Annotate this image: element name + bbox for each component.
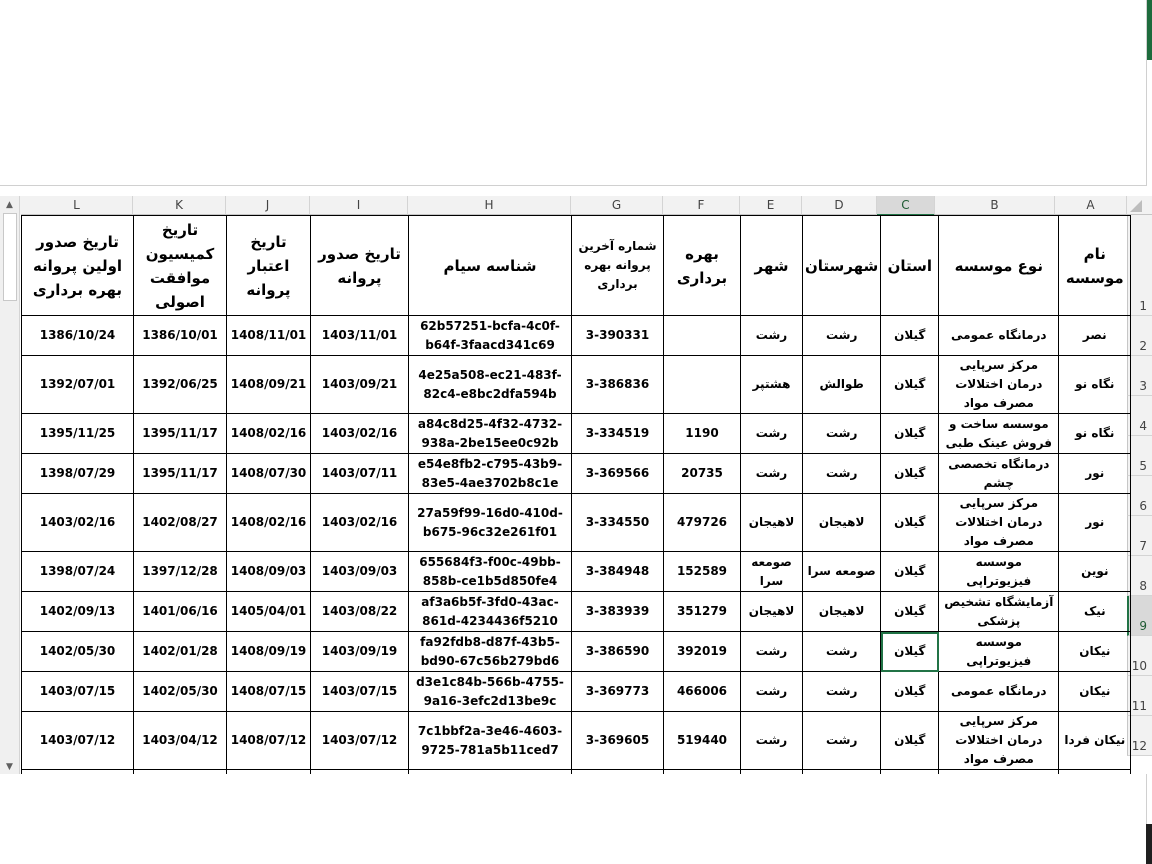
cell-g[interactable]: 3-386836 xyxy=(572,356,664,414)
scrollbar-thumb[interactable] xyxy=(3,213,17,301)
row-number: 2 xyxy=(1139,339,1147,353)
cell-c[interactable]: گیلان xyxy=(881,712,939,770)
cell-c[interactable]: گیلان xyxy=(881,552,939,592)
header-cell-h[interactable]: شناسه سیام xyxy=(409,216,572,316)
cell-j[interactable]: 1408/11/01 xyxy=(227,316,311,356)
cell-l[interactable]: 1398/07/29 xyxy=(22,454,134,494)
table-row xyxy=(22,672,1131,712)
cell-l[interactable]: 1386/10/24 xyxy=(22,316,134,356)
cell-l[interactable]: 1403/02/16 xyxy=(22,494,134,552)
cell-a[interactable]: نیکان xyxy=(1059,632,1131,672)
bottom-blank-area xyxy=(0,774,1152,864)
cell-h[interactable]: 62b57251-bcfa-4c0f-b64f-3faacd341c69 xyxy=(409,316,572,356)
cell-i[interactable]: 1403/02/16 xyxy=(311,414,409,454)
cell-i[interactable]: 1403/09/21 xyxy=(311,356,409,414)
cell-h[interactable]: 7c1bbf2a-3e46-4603-9725-781a5b11ced7 xyxy=(409,712,572,770)
cell-b[interactable]: مرکز سرپایی درمان اختلالات مصرف مواد xyxy=(939,356,1059,414)
cell-k[interactable]: 1397/12/28 xyxy=(134,552,227,592)
spreadsheet-grid-area xyxy=(0,196,1152,774)
cell-g[interactable]: 3-383939 xyxy=(572,592,664,632)
cell-b[interactable]: درمانگاه تخصصی چشم xyxy=(939,454,1059,494)
cell-f[interactable]: 466006 xyxy=(664,672,741,712)
cell-f[interactable]: 1190 xyxy=(664,414,741,454)
cell-b[interactable]: موسسه ساخت و فروش عینک طبی xyxy=(939,414,1059,454)
cell-h[interactable]: 655684f3-f00c-49bb-858b-ce1b5d850fe4 xyxy=(409,552,572,592)
cell-b[interactable]: موسسه فیزیوتراپی xyxy=(939,632,1059,672)
cell-c[interactable]: گیلان xyxy=(881,494,939,552)
row-number: 5 xyxy=(1139,459,1147,473)
header-cell-b[interactable]: نوع موسسه xyxy=(939,216,1059,316)
cell-d[interactable]: رشت xyxy=(803,672,881,712)
cell-f[interactable]: 479726 xyxy=(664,494,741,552)
column-header-e[interactable]: E xyxy=(740,196,802,215)
cell-i[interactable]: 1403/11/01 xyxy=(311,316,409,356)
cell-e[interactable]: رشت xyxy=(741,454,803,494)
cell-b[interactable]: درمانگاه عمومی xyxy=(939,316,1059,356)
table-row xyxy=(22,632,1131,672)
data-table xyxy=(21,215,1131,823)
cell-c[interactable]: گیلان xyxy=(881,414,939,454)
cell-h[interactable]: 27a59f99-16d0-410d-b675-96c32e261f01 xyxy=(409,494,572,552)
cell-f[interactable]: 392019 xyxy=(664,632,741,672)
cell-f[interactable]: 519440 xyxy=(664,712,741,770)
row-number: 9 xyxy=(1139,619,1147,633)
row-number: 4 xyxy=(1139,419,1147,433)
cell-k[interactable]: 1386/10/01 xyxy=(134,316,227,356)
cell-k[interactable]: 1403/04/12 xyxy=(134,712,227,770)
row-number: 1 xyxy=(1139,299,1147,313)
cell-k[interactable]: 1402/05/30 xyxy=(134,672,227,712)
cell-k[interactable]: 1392/06/25 xyxy=(134,356,227,414)
cell-g[interactable]: 3-369773 xyxy=(572,672,664,712)
cell-j[interactable]: 1408/09/03 xyxy=(227,552,311,592)
cell-a[interactable]: نگاه نو xyxy=(1059,414,1131,454)
header-cell-e[interactable]: شهر xyxy=(741,216,803,316)
row-number: 3 xyxy=(1139,379,1147,393)
cell-e[interactable]: رشت xyxy=(741,632,803,672)
cell-d[interactable]: رشت xyxy=(803,632,881,672)
vertical-scrollbar[interactable] xyxy=(0,196,20,774)
cell-b[interactable]: آزمایشگاه تشخیص پزشکی xyxy=(939,592,1059,632)
cell-i[interactable]: 1403/09/19 xyxy=(311,632,409,672)
cell-a[interactable]: نور xyxy=(1059,454,1131,494)
cell-a[interactable]: نیکان فردا xyxy=(1059,712,1131,770)
cell-g[interactable]: 3-386590 xyxy=(572,632,664,672)
column-header-b[interactable]: B xyxy=(935,196,1055,215)
cell-d[interactable]: رشت xyxy=(803,414,881,454)
cell-d[interactable]: طوالش xyxy=(803,356,881,414)
cell-f[interactable]: 20735 xyxy=(664,454,741,494)
cell-l[interactable]: 1403/07/12 xyxy=(22,712,134,770)
column-header-k[interactable]: K xyxy=(133,196,226,215)
cell-a[interactable]: نیکان xyxy=(1059,672,1131,712)
scroll-up-icon[interactable]: ▲ xyxy=(6,200,13,210)
divider-line xyxy=(1146,774,1147,824)
cell-l[interactable]: 1392/07/01 xyxy=(22,356,134,414)
header-cell-k[interactable]: تاریخ کمیسیون موافقت اصولی xyxy=(134,216,227,316)
cell-h[interactable]: e54e8fb2-c795-43b9-83e5-4ae3702b8c1e xyxy=(409,454,572,494)
column-header-l[interactable]: L xyxy=(21,196,133,215)
blank-toolbar-area xyxy=(0,0,1147,186)
cell-h[interactable]: 4e25a508-ec21-483f-82c4-e8bc2dfa594b xyxy=(409,356,572,414)
cell-c[interactable]: گیلان xyxy=(881,356,939,414)
cell-i[interactable]: 1403/09/03 xyxy=(311,552,409,592)
cell-e[interactable]: رشت xyxy=(741,414,803,454)
cell-g[interactable]: 3-369605 xyxy=(572,712,664,770)
cell-k[interactable]: 1395/11/17 xyxy=(134,454,227,494)
row-number: 8 xyxy=(1139,579,1147,593)
cell-d[interactable]: لاهیجان xyxy=(803,592,881,632)
cell-k[interactable]: 1402/08/27 xyxy=(134,494,227,552)
table-row xyxy=(22,552,1131,592)
cell-f[interactable]: 351279 xyxy=(664,592,741,632)
header-cell-l[interactable]: تاریخ صدور اولین پروانه بهره برداری xyxy=(22,216,134,316)
cell-h[interactable]: d3e1c84b-566b-4755-9a16-3efc2d13be9c xyxy=(409,672,572,712)
cell-l[interactable]: 1402/05/30 xyxy=(22,632,134,672)
cell-j[interactable]: 1408/02/16 xyxy=(227,414,311,454)
cell-l[interactable]: 1402/09/13 xyxy=(22,592,134,632)
cell-c[interactable]: گیلان xyxy=(881,592,939,632)
cell-g[interactable]: 3-390331 xyxy=(572,316,664,356)
row-number: 10 xyxy=(1131,659,1147,673)
header-cell-g[interactable]: شماره آخرین پروانه بهره برداری xyxy=(572,216,664,316)
column-header-d[interactable]: D xyxy=(802,196,877,215)
cell-i[interactable]: 1403/07/15 xyxy=(311,672,409,712)
table-row xyxy=(22,356,1131,414)
row-number: 7 xyxy=(1139,539,1147,553)
cell-e[interactable]: لاهیجان xyxy=(741,494,803,552)
header-cell-i[interactable]: تاریخ صدور پروانه xyxy=(311,216,409,316)
cell-j[interactable]: 1408/09/19 xyxy=(227,632,311,672)
cell-j[interactable]: 1405/04/01 xyxy=(227,592,311,632)
cell-c[interactable]: گیلان xyxy=(881,454,939,494)
row-number: 11 xyxy=(1131,699,1147,713)
cell-j[interactable]: 1408/07/12 xyxy=(227,712,311,770)
cell-f[interactable]: 152589 xyxy=(664,552,741,592)
cell-g[interactable]: 3-334550 xyxy=(572,494,664,552)
column-header-j[interactable]: J xyxy=(226,196,310,215)
cell-b[interactable]: مرکز سرپایی درمان اختلالات مصرف مواد xyxy=(939,712,1059,770)
cell-e[interactable]: رشت xyxy=(741,316,803,356)
scroll-down-icon[interactable]: ▼ xyxy=(6,762,13,772)
table-row xyxy=(22,712,1131,770)
window-edge xyxy=(1146,824,1152,864)
cell-k[interactable]: 1401/06/16 xyxy=(134,592,227,632)
cell-i[interactable]: 1403/02/16 xyxy=(311,494,409,552)
column-header-a[interactable]: A xyxy=(1055,196,1127,215)
cell-i[interactable]: 1403/07/12 xyxy=(311,712,409,770)
cell-a[interactable]: نگاه نو xyxy=(1059,356,1131,414)
table-row xyxy=(22,414,1131,454)
table-row xyxy=(22,592,1131,632)
cell-k[interactable]: 1395/11/17 xyxy=(134,414,227,454)
cell-g[interactable]: 3-334519 xyxy=(572,414,664,454)
cell-b[interactable]: مرکز سرپایی درمان اختلالات مصرف مواد xyxy=(939,494,1059,552)
cell-d[interactable]: رشت xyxy=(803,712,881,770)
cell-j[interactable]: 1408/09/21 xyxy=(227,356,311,414)
cell-a[interactable]: نصر xyxy=(1059,316,1131,356)
cell-d[interactable]: صومعه سرا xyxy=(803,552,881,592)
column-header-bar xyxy=(0,196,1152,215)
cell-g[interactable]: 3-384948 xyxy=(572,552,664,592)
cell-h[interactable]: fa92fdb8-d87f-43b5-bd90-67c56b279bd6 xyxy=(409,632,572,672)
cell-d[interactable]: لاهیجان xyxy=(803,494,881,552)
cell-c[interactable]: گیلان xyxy=(881,632,939,672)
header-cell-f[interactable]: بهره برداری xyxy=(664,216,741,316)
cell-f[interactable] xyxy=(664,316,741,356)
row-number: 6 xyxy=(1139,499,1147,513)
cell-c[interactable]: گیلان xyxy=(881,672,939,712)
header-cell-c[interactable]: استان xyxy=(881,216,939,316)
cell-e[interactable]: لاهیجان xyxy=(741,592,803,632)
header-cell-a[interactable]: نام موسسه xyxy=(1059,216,1131,316)
cell-l[interactable]: 1403/07/15 xyxy=(22,672,134,712)
cell-j[interactable]: 1408/07/15 xyxy=(227,672,311,712)
cell-d[interactable]: رشت xyxy=(803,316,881,356)
cell-l[interactable]: 1395/11/25 xyxy=(22,414,134,454)
cell-g[interactable]: 3-369566 xyxy=(572,454,664,494)
cell-b[interactable]: موسسه فیزیوتراپی xyxy=(939,552,1059,592)
cell-a[interactable]: نور xyxy=(1059,494,1131,552)
cell-h[interactable]: af3a6b5f-3fd0-43ac-861d-4234436f5210 xyxy=(409,592,572,632)
select-all-triangle-icon xyxy=(1130,200,1142,212)
header-row xyxy=(22,216,1131,316)
cell-j[interactable]: 1408/02/16 xyxy=(227,494,311,552)
cell-i[interactable]: 1403/08/22 xyxy=(311,592,409,632)
cell-e[interactable]: رشت xyxy=(741,672,803,712)
column-header-i[interactable]: I xyxy=(310,196,408,215)
column-header-c[interactable]: C xyxy=(877,196,935,216)
header-cell-j[interactable]: تاریخ اعتبار پروانه xyxy=(227,216,311,316)
cell-b[interactable]: درمانگاه عمومی xyxy=(939,672,1059,712)
row-number: 12 xyxy=(1131,739,1147,753)
cell-l[interactable]: 1398/07/24 xyxy=(22,552,134,592)
cell-a[interactable]: نوین xyxy=(1059,552,1131,592)
cell-e[interactable]: صومعه سرا xyxy=(741,552,803,592)
cell-c[interactable]: گیلان xyxy=(881,316,939,356)
column-header-g[interactable]: G xyxy=(571,196,663,215)
table-row xyxy=(22,316,1131,356)
cell-k[interactable]: 1402/01/28 xyxy=(134,632,227,672)
cell-f[interactable] xyxy=(664,356,741,414)
column-header-h[interactable]: H xyxy=(408,196,571,215)
cell-h[interactable]: a84c8d25-4f32-4732-938a-2be15ee0c92b xyxy=(409,414,572,454)
cell-d[interactable]: رشت xyxy=(803,454,881,494)
cell-e[interactable]: رشت xyxy=(741,712,803,770)
cell-i[interactable]: 1403/07/11 xyxy=(311,454,409,494)
cell-j[interactable]: 1408/07/30 xyxy=(227,454,311,494)
table-row xyxy=(22,454,1131,494)
cell-a[interactable]: نیک xyxy=(1059,592,1131,632)
column-header-f[interactable]: F xyxy=(663,196,740,215)
header-cell-d[interactable]: شهرستان xyxy=(803,216,881,316)
table-row xyxy=(22,494,1131,552)
cell-e[interactable]: هشتپر xyxy=(741,356,803,414)
